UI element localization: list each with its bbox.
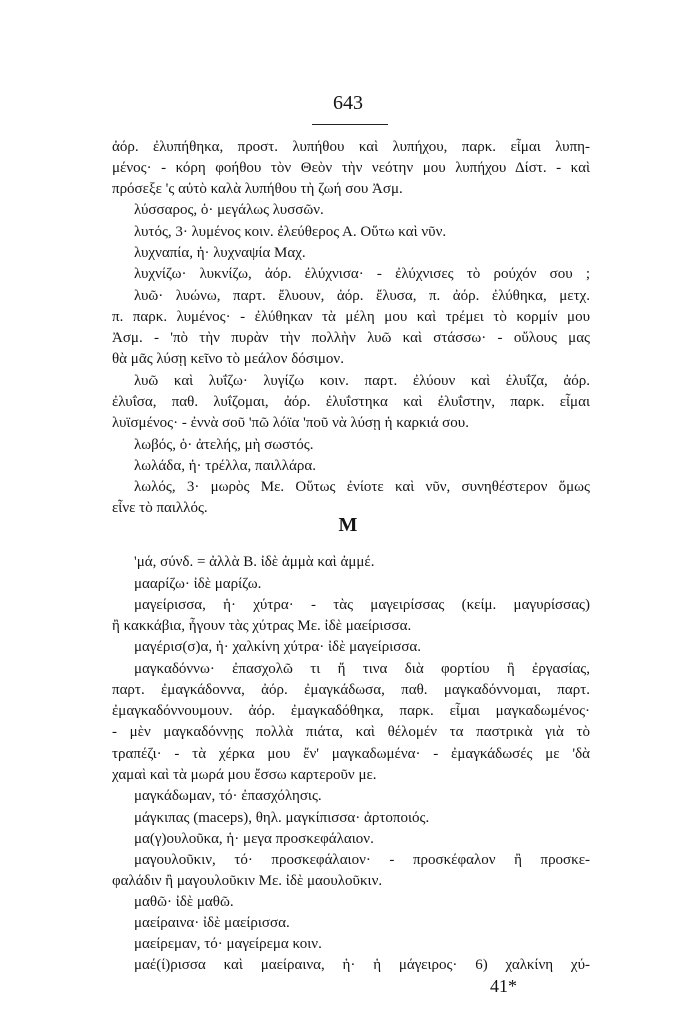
entry-line: λυῶ καὶ λυΐζω· λυγίζω κοιν. παρτ. ἐλύουν καὶ ἐλυΐζα, ἀόρ. (134, 373, 590, 389)
entry-line: μα(γ)ουλοῦκα, ἡ· μεγα προσκεφάλαιον. (134, 831, 374, 847)
text-line: ἢ κακκάβια, ἦγουν τὰς χύτρας Με. ἰδὲ μαείρισσα. (112, 618, 412, 634)
entry-line: μαγουλοῦκιν, τό· προσκεφάλαιον· - προσκέφαλον ἢ προσκε- (134, 852, 590, 868)
entry-line: μάγκιπας (maceps), θηλ. μαγκίπισσα· ἀρτοποιός. (134, 810, 430, 826)
text-line: μένος· - κόρη φοήθου τὸν Θεὸν τὴν νεότην μου λυπήχου Δίστ. - καὶ (112, 160, 590, 176)
header-rule (312, 124, 388, 125)
entry-line: μαγέρισ(σ)α, ἡ· χαλκίνη χύτρα· ἰδὲ μαγείρισσα. (134, 639, 422, 655)
text-line: παρτ. ἐμαγκάδοννα, ἀόρ. ἐμαγκάδωσα, παθ. μαγκαδόννομαι, παρτ. (112, 682, 590, 698)
entry-line: μαείραινα· ἰδὲ μαείρισσα. (134, 915, 290, 931)
entry-line: λυτός, 3· λυμένος κοιν. ἐλεύθερος Α. Οὕτω καὶ νῦν. (134, 224, 447, 240)
entry-line: μαγκάδωμαν, τό· ἐπασχόλησις. (134, 788, 322, 804)
entry-line: λυχνίζω· λυκνίζω, ἀόρ. ἐλύχνισα· - ἐλύχνισες τὸ ρούχόν σου ; (134, 266, 590, 282)
text-line: θὰ μᾶς λύσῃ κεῖνο τὸ μεάλον δόσιμον. (112, 351, 344, 367)
entry-line: λωλός, 3· μωρὸς Με. Οὕτως ἐνίοτε καὶ νῦν, συνηθέστερον ὅμως (134, 479, 590, 495)
text-line: χαμαὶ καὶ τὰ μωρά μου ἔσσω καρτεροῦν με. (112, 767, 377, 783)
page-number: 643 (333, 92, 363, 114)
text-line: ἐμαγκαδόννουμουν. ἀόρ. ἐμαγκαδόθηκα, παρκ. εἶμαι μαγκαδωμένος· (112, 703, 590, 719)
entry-line: 'μά, σύνδ. = ἀλλὰ Β. ἰδὲ ἀμμὰ καὶ ἀμμέ. (134, 554, 375, 570)
entry-line: μααρίζω· ἰδὲ μαρίζω. (134, 576, 262, 592)
entry-line: λυχναπία, ἡ· λυχναψία Μαχ. (134, 245, 306, 261)
section-heading: Μ (338, 514, 358, 536)
text-line: φαλάδιν ἢ μαγουλοῦκιν Με. ἰδὲ μαουλοῦκιν. (112, 873, 383, 889)
text-line: ἐλυΐσα, παθ. λυΐζομαι, ἀόρ. ἐλυΐστηκα καὶ ἐλυΐστην, παρκ. εἶμαι (112, 394, 590, 410)
entry-line: λωβός, ὁ· ἀτελής, μὴ σωστός. (134, 437, 314, 453)
entry-line: μαθῶ· ἰδὲ μαθῶ. (134, 894, 234, 910)
entry-line: μαγείρισσα, ἡ· χύτρα· - τὰς μαγειρίσσας (κείμ. μαγυρίσσας) (134, 597, 590, 613)
entry-line: μαείρεμαν, τό· μαγείρεμα κοιν. (134, 936, 322, 952)
entry-line: μαέ(ί)ρισσα καὶ μαείραινα, ἡ· ἡ μάγειρος· 6) χαλκίνη χύ- (134, 957, 590, 973)
text-line: τραπέζι· - τὰ χέρκα μου ἔν' μαγκαδωμένα· - ἐμαγκάδωσές με 'δὰ (112, 746, 590, 762)
entry-line: λωλάδα, ἡ· τρέλλα, παιλλάρα. (134, 458, 316, 474)
text-line: πρόσεξε 'ς αὐτὸ καλὰ λυπήθου τὴ ζωή σου Ἀσμ. (112, 181, 403, 197)
text-line: - μὲν μαγκαδόννῃς πολλὰ πιάτα, καὶ θέλομέν τα παστρικὰ γιὰ τὸ (112, 724, 590, 740)
entry-line: λύσσαρος, ὁ· μεγάλως λυσσῶν. (134, 202, 324, 218)
signature-mark: 41* (490, 976, 517, 996)
entry-line: λυῶ· λυώνω, παρτ. ἔλυουν, ἀόρ. ἔλυσα, π. ἀόρ. ἐλύθηκα, μετχ. (134, 288, 590, 304)
text-line: ἀόρ. ἐλυπήθηκα, προστ. λυπήθου καὶ λυπήχου, παρκ. εἶμαι λυπη- (112, 139, 590, 155)
text-line: Ἀσμ. - 'πὸ τὴν πυρὰν τὴν πολλὴν λυῶ καὶ στάσσω· - οὔλους μας (112, 330, 590, 346)
text-line: εἶνε τὸ παιλλός. (112, 500, 208, 516)
text-line: π. παρκ. λυμένος· - ἐλύθηκαν τὰ μέλη μου καὶ τρέμει τὸ κορμίν μου (112, 309, 590, 325)
entry-line: μαγκαδόννω· ἐπασχολῶ τι ἤ τινα διὰ φορτίου ἢ ἐργασίας, (134, 661, 590, 677)
text-line: λυϊσμένος· - ἐννὰ σοῦ 'πῶ λόϊα 'ποῦ νὰ λύσῃ ἡ καρκιά σου. (112, 415, 469, 431)
